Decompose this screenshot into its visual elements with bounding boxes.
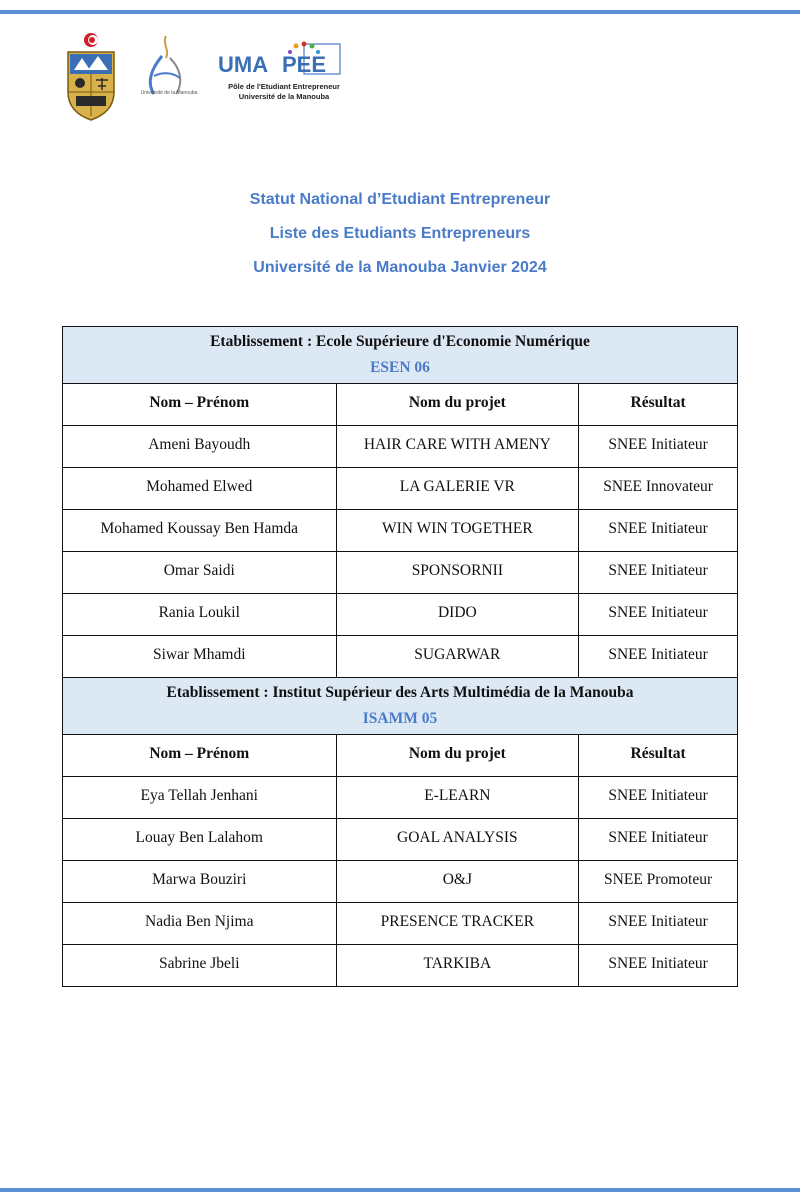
project-name: E-LEARN [336, 777, 579, 819]
students-table [62, 326, 738, 987]
column-header-project: Nom du projet [336, 384, 579, 426]
result: SNEE Initiateur [579, 903, 738, 945]
project-name: TARKIBA [336, 945, 579, 987]
section-title: Etablissement : Institut Supérieur des Arts Multimédia de la Manouba [166, 684, 634, 701]
section-title: Etablissement : Ecole Supérieure d'Economie Numérique [210, 333, 590, 350]
section-cell [63, 678, 738, 735]
student-name: Rania Loukil [63, 594, 337, 636]
manouba-caption: Université de la Manouba [140, 90, 198, 96]
project-name: PRESENCE TRACKER [336, 903, 579, 945]
result: SNEE Initiateur [579, 510, 738, 552]
project-name: LA GALERIE VR [336, 468, 579, 510]
table-row [63, 552, 738, 594]
result: SNEE Initiateur [579, 819, 738, 861]
bottom-border-rule [0, 1188, 800, 1192]
result: SNEE Promoteur [579, 861, 738, 903]
umapee-caption [214, 82, 354, 102]
manouba-university-logo [132, 32, 202, 122]
result: SNEE Initiateur [579, 594, 738, 636]
umapee-caption-line1: Pôle de l'Etudiant Entrepreneur [228, 82, 340, 91]
svg-text:PEE: PEE [282, 52, 327, 77]
heading-statut: Statut National d’Etudiant Entrepreneur [249, 191, 551, 208]
table-row [63, 777, 738, 819]
result: SNEE Initiateur [579, 552, 738, 594]
column-header-name: Nom – Prénom [63, 384, 337, 426]
project-name: DIDO [336, 594, 579, 636]
project-name: O&J [336, 861, 579, 903]
project-name: WIN WIN TOGETHER [336, 510, 579, 552]
result: SNEE Initiateur [579, 777, 738, 819]
column-header-row [63, 384, 738, 426]
result: SNEE Initiateur [579, 945, 738, 987]
document-headings [0, 188, 800, 290]
column-header-row [63, 735, 738, 777]
project-name: GOAL ANALYSIS [336, 819, 579, 861]
result: SNEE Innovateur [579, 468, 738, 510]
student-name: Eya Tellah Jenhani [63, 777, 337, 819]
section-cell [63, 327, 738, 384]
table-row [63, 861, 738, 903]
section-code: ESEN 06 [370, 359, 430, 376]
table-row [63, 426, 738, 468]
top-border-rule [0, 10, 800, 14]
table-row [63, 945, 738, 987]
column-header-name: Nom – Prénom [63, 735, 337, 777]
table-row [63, 468, 738, 510]
column-header-project: Nom du projet [336, 735, 579, 777]
student-name: Marwa Bouziri [63, 861, 337, 903]
student-name: Siwar Mhamdi [63, 636, 337, 678]
result: SNEE Initiateur [579, 636, 738, 678]
student-name: Nadia Ben Njima [63, 903, 337, 945]
project-name: HAIR CARE WITH AMENY [336, 426, 579, 468]
student-name: Mohamed Elwed [63, 468, 337, 510]
section-header-isamm [63, 678, 738, 735]
table-row [63, 636, 738, 678]
project-name: SUGARWAR [336, 636, 579, 678]
student-name: Sabrine Jbeli [63, 945, 337, 987]
header-logos [62, 30, 362, 125]
students-table-body [63, 327, 738, 987]
project-name: SPONSORNII [336, 552, 579, 594]
umapee-caption-line2: Université de la Manouba [238, 92, 330, 101]
column-header-result: Résultat [579, 735, 738, 777]
section-header-esen [63, 327, 738, 384]
table-row [63, 510, 738, 552]
student-name: Omar Saidi [63, 552, 337, 594]
student-name: Ameni Bayoudh [63, 426, 337, 468]
heading-liste: Liste des Etudiants Entrepreneurs [269, 225, 531, 242]
table-row [63, 594, 738, 636]
table-row [63, 819, 738, 861]
svg-text:UMA: UMA [218, 52, 269, 77]
column-header-result: Résultat [579, 384, 738, 426]
heading-universite: Université de la Manouba Janvier 2024 [253, 259, 547, 276]
section-code: ISAMM 05 [362, 710, 438, 727]
tunisia-coat-of-arms-logo [62, 30, 120, 122]
table-row [63, 903, 738, 945]
result: SNEE Initiateur [579, 426, 738, 468]
student-name: Mohamed Koussay Ben Hamda [63, 510, 337, 552]
student-name: Louay Ben Lalahom [63, 819, 337, 861]
